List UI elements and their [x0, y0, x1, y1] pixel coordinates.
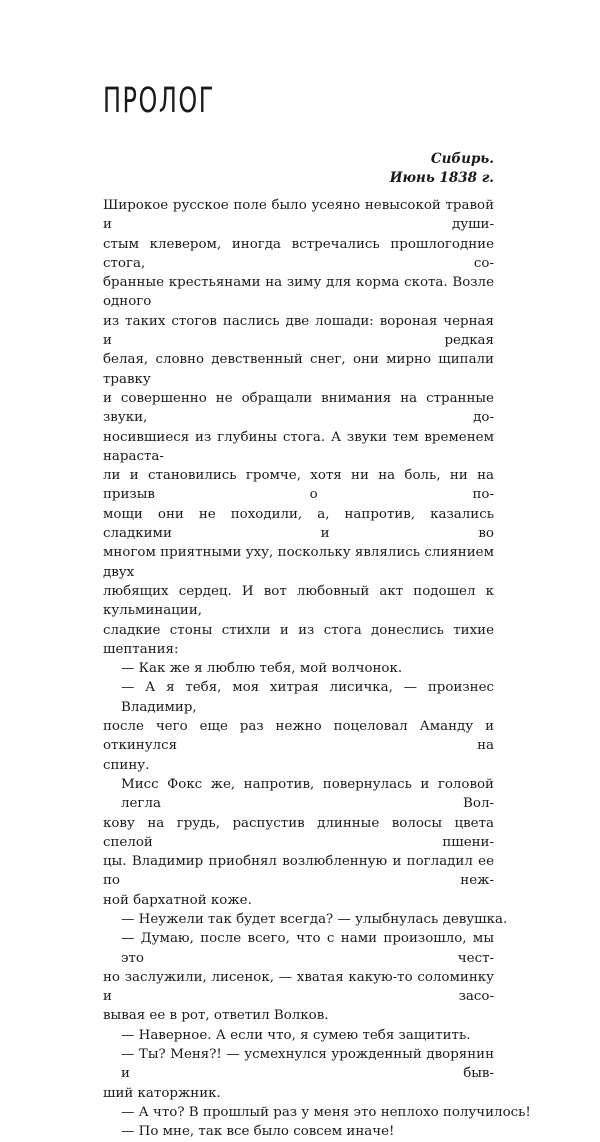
body-text	[103, 196, 531, 1142]
text-line: любящих сердец. И вот любовный акт подошел к кульминации,	[103, 583, 494, 619]
text-line: носившиеся из глубины стога. А звуки тем временем нараста-	[103, 429, 494, 464]
text-line: — Ты? Меня?! — усмехнулся урожденный дворянин и быв-	[121, 1047, 494, 1082]
text-line: — А что? В прошлый раз у меня это неплохо получилось!	[121, 1104, 531, 1120]
text-line: мощи они не походили, а, напротив, казались сладкими и во	[103, 506, 494, 542]
epigraph-place: Сибирь.	[430, 151, 494, 167]
text-line: Широкое русское поле было усеяно невысокой травой и души-	[103, 198, 494, 233]
text-line: спину.	[103, 757, 150, 773]
text-line: стым клевером, иногда встречались прошлогодние стога, со-	[103, 236, 494, 271]
text-line: после чего еще раз нежно поцеловал Аманду и откинулся на	[103, 719, 494, 754]
text-line: бранные крестьянами на зиму для корма скота. Возле одного	[103, 275, 494, 310]
epigraph	[390, 150, 494, 188]
text-line: — Как же я люблю тебя, мой волчонок.	[121, 661, 403, 677]
text-line: — А я тебя, моя хитрая лисичка, — произнес Владимир,	[121, 680, 494, 715]
text-line: — По мне, так все было совсем иначе!	[121, 1124, 395, 1140]
text-line: вывая ее в рот, ответил Волков.	[103, 1008, 329, 1024]
text-line: Мисс Фокс же, напротив, повернулась и головой легла Вол-	[121, 776, 494, 812]
text-line: белая, словно девственный снег, они мирно щипали травку	[103, 352, 494, 387]
chapter-title: ПРОЛОГ	[103, 81, 215, 121]
text-line: ли и становились громче, хотя ни на боль, ни на призыв о по-	[103, 468, 494, 503]
text-line: но заслужили, лисенок, — хватая какую-то соломинку и засо-	[103, 969, 494, 1005]
text-line: — Думаю, после всего, что с нами произошло, мы это чест-	[121, 931, 494, 966]
text-line: из таких стогов паслись две лошади: вороная черная и редкая	[103, 313, 494, 349]
text-line: ший каторжник.	[103, 1085, 221, 1101]
text-line: цы. Владимир приобнял возлюбленную и погладил ее по неж-	[103, 854, 494, 889]
text-line: кову на грудь, распустив длинные волосы цвета спелой пшени-	[103, 815, 494, 850]
text-line: многом приятными уху, поскольку являлись слиянием двух	[103, 545, 494, 580]
epigraph-date: Июнь 1838 г.	[389, 170, 494, 186]
text-line: — Наверное. А если что, я сумею тебя защитить.	[121, 1027, 471, 1043]
text-line: сладкие стоны стихли и из стога донеслись тихие шептания:	[103, 622, 494, 657]
text-line: и совершенно не обращали внимания на странные звуки, до-	[103, 390, 494, 426]
text-line: ной бархатной коже.	[103, 892, 252, 908]
text-line: — Неужели так будет всегда? — улыбнулась девушка.	[121, 911, 508, 927]
